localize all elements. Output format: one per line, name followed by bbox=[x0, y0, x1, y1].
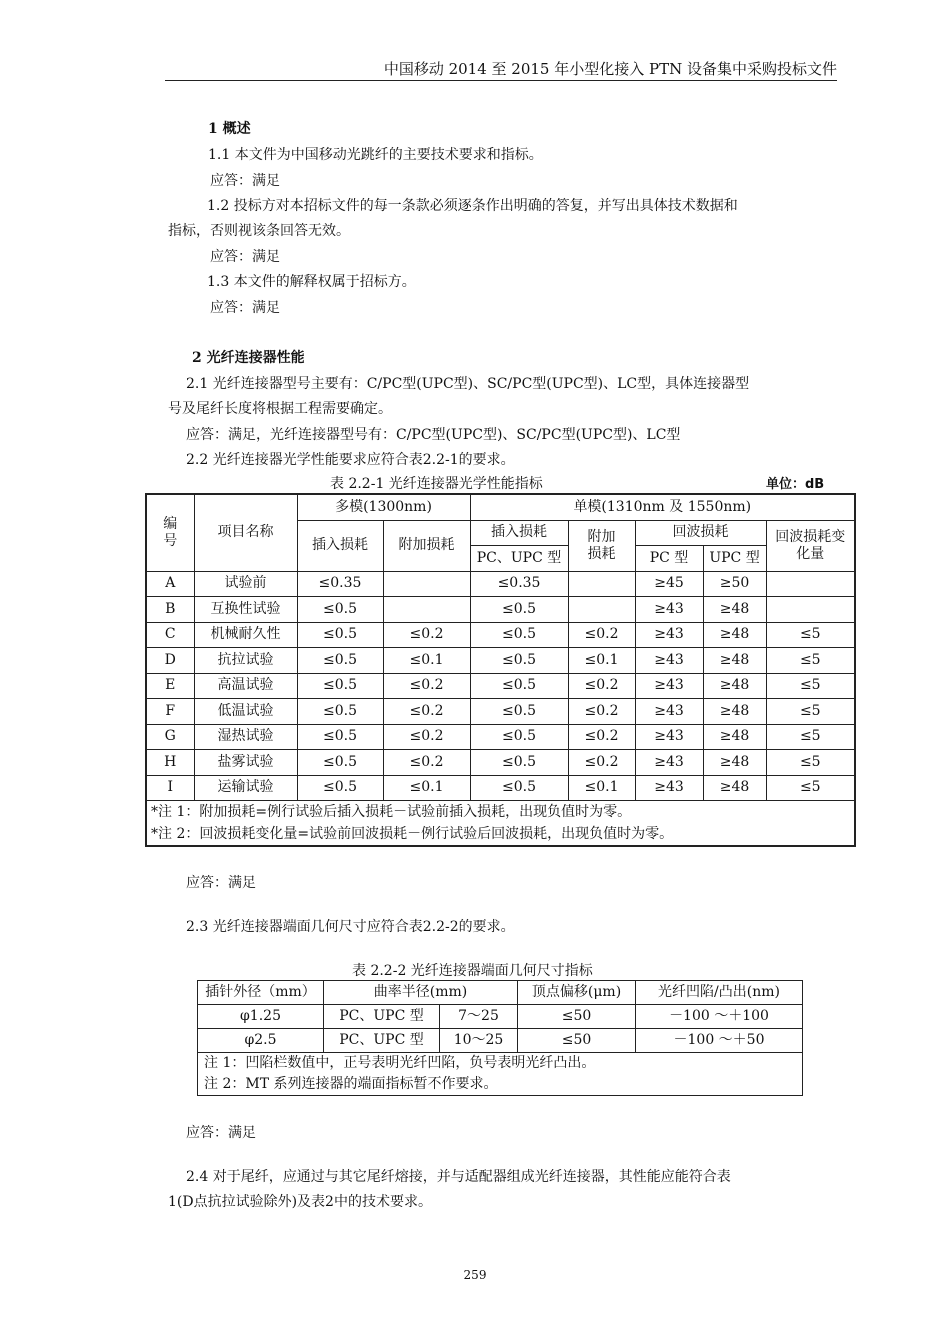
cell: ≥48 bbox=[703, 750, 766, 776]
cell: ≤0.5 bbox=[470, 699, 568, 725]
header-return-loss: 回波损耗 bbox=[635, 520, 766, 546]
paragraph-2-1-line2: 号及尾纤长度将根据工程需要确定。 bbox=[168, 401, 392, 417]
cell: ≥48 bbox=[703, 699, 766, 725]
cell: ≥48 bbox=[703, 673, 766, 699]
cell: ≤0.5 bbox=[297, 775, 383, 801]
cell: ≤0.2 bbox=[383, 699, 470, 725]
answer-2-3: 应答：满足 bbox=[186, 1125, 256, 1141]
geometry-table bbox=[197, 980, 803, 1096]
cell: ≤5 bbox=[766, 750, 855, 776]
cell: C bbox=[146, 622, 194, 648]
paragraph-1-2-line1: 1.2 投标方对本招标文件的每一条款必须逐条作出明确的答复，并写出具体技术数据和 bbox=[207, 198, 738, 214]
header-singlemode: 单模(1310nm 及 1550nm) bbox=[470, 494, 855, 520]
header-additional-loss-sm: 附加损耗 bbox=[568, 520, 635, 571]
cell: I bbox=[146, 775, 194, 801]
cell: ≤5 bbox=[766, 724, 855, 750]
cell bbox=[766, 597, 855, 623]
cell: 抗拉试验 bbox=[194, 648, 297, 674]
header-return-loss-change: 回波损耗变化量 bbox=[766, 520, 855, 571]
cell bbox=[383, 571, 470, 597]
cell: 高温试验 bbox=[194, 673, 297, 699]
header-item-name: 项目名称 bbox=[194, 494, 297, 571]
cell: ≤0.2 bbox=[383, 750, 470, 776]
cell: ≥48 bbox=[703, 724, 766, 750]
table-row bbox=[146, 750, 855, 776]
header-number: 编号 bbox=[146, 494, 194, 571]
answer-2-1: 应答：满足，光纤连接器型号有：C/PC型(UPC型)、SC/PC型(UPC型)、LC型 bbox=[186, 427, 681, 443]
cell: ≤0.5 bbox=[297, 648, 383, 674]
table2-caption: 表 2.2-2 光纤连接器端面几何尺寸指标 bbox=[352, 963, 593, 979]
header-apex-offset: 顶点偏移(μm) bbox=[518, 981, 636, 1005]
cell: －100 ～＋100 bbox=[636, 1005, 803, 1029]
table-row bbox=[146, 597, 855, 623]
cell: 低温试验 bbox=[194, 699, 297, 725]
cell: ≤0.2 bbox=[568, 699, 635, 725]
cell: ≤5 bbox=[766, 699, 855, 725]
answer-1-2: 应答：满足 bbox=[210, 249, 280, 265]
cell: PC、UPC 型 bbox=[324, 1029, 440, 1053]
cell: ≤0.2 bbox=[383, 673, 470, 699]
cell: 10～25 bbox=[440, 1029, 518, 1053]
header-pc-type: PC 型 bbox=[635, 546, 703, 572]
table-row bbox=[198, 1005, 803, 1029]
cell: 机械耐久性 bbox=[194, 622, 297, 648]
cell: 湿热试验 bbox=[194, 724, 297, 750]
cell: ≥48 bbox=[703, 648, 766, 674]
optical-performance-table bbox=[145, 493, 856, 847]
answer-1-3: 应答：满足 bbox=[210, 300, 280, 316]
answer-2-2: 应答：满足 bbox=[186, 875, 256, 891]
cell: ≥43 bbox=[635, 775, 703, 801]
cell: ≤0.5 bbox=[297, 699, 383, 725]
header-curvature-radius: 曲率半径(mm) bbox=[324, 981, 518, 1005]
cell: ≤0.1 bbox=[568, 648, 635, 674]
paragraph-2-1-line1: 2.1 光纤连接器型号主要有：C/PC型(UPC型)、SC/PC型(UPC型)、LC型，具体连接器型 bbox=[186, 376, 750, 392]
cell: ≤0.5 bbox=[297, 673, 383, 699]
cell: φ2.5 bbox=[198, 1029, 324, 1053]
paragraph-1-3: 1.3 本文件的解释权属于招标方。 bbox=[207, 274, 416, 290]
table1-note-2: *注 2：回波损耗变化量=试验前回波损耗－例行试验后回波损耗，出现负值时为零。 bbox=[146, 823, 855, 846]
cell: 互换性试验 bbox=[194, 597, 297, 623]
cell: 运输试验 bbox=[194, 775, 297, 801]
cell: 7～25 bbox=[440, 1005, 518, 1029]
cell: ≤0.2 bbox=[568, 673, 635, 699]
cell: ≥43 bbox=[635, 622, 703, 648]
table-row bbox=[146, 673, 855, 699]
header-ferrule-diameter: 插针外径（mm） bbox=[198, 981, 324, 1005]
header-pc-upc-type: PC、UPC 型 bbox=[470, 546, 568, 572]
cell: ≤5 bbox=[766, 673, 855, 699]
cell: ≤0.2 bbox=[568, 750, 635, 776]
cell: ≥50 bbox=[703, 571, 766, 597]
cell: ≤0.5 bbox=[297, 597, 383, 623]
table-row bbox=[146, 724, 855, 750]
cell: ≤5 bbox=[766, 622, 855, 648]
cell: ≤0.5 bbox=[297, 750, 383, 776]
cell: A bbox=[146, 571, 194, 597]
cell bbox=[766, 571, 855, 597]
cell: ≥43 bbox=[635, 597, 703, 623]
cell bbox=[568, 571, 635, 597]
cell: －100 ～＋50 bbox=[636, 1029, 803, 1053]
cell: ≤0.5 bbox=[470, 673, 568, 699]
cell: ≤5 bbox=[766, 775, 855, 801]
paragraph-2-2: 2.2 光纤连接器光学性能要求应符合表2.2-1的要求。 bbox=[186, 452, 515, 468]
cell bbox=[383, 597, 470, 623]
cell: ≤5 bbox=[766, 648, 855, 674]
header-multimode: 多模(1300nm) bbox=[297, 494, 470, 520]
cell: ≤0.35 bbox=[470, 571, 568, 597]
cell: ≤0.5 bbox=[297, 724, 383, 750]
paragraph-2-4-line1: 2.4 对于尾纤，应通过与其它尾纤熔接，并与适配器组成光纤连接器，其性能应能符合表 bbox=[186, 1169, 731, 1185]
header-fiber-height: 光纤凹陷/凸出(nm) bbox=[636, 981, 803, 1005]
cell: D bbox=[146, 648, 194, 674]
cell: ≤0.2 bbox=[383, 724, 470, 750]
cell: G bbox=[146, 724, 194, 750]
cell: F bbox=[146, 699, 194, 725]
table1-unit: 单位：dB bbox=[766, 477, 825, 492]
header-insertion-loss-mm: 插入损耗 bbox=[297, 520, 383, 571]
cell: B bbox=[146, 597, 194, 623]
cell: ≤0.5 bbox=[470, 724, 568, 750]
table-row bbox=[146, 571, 855, 597]
cell: ≤0.5 bbox=[470, 775, 568, 801]
section-1-heading: 1 概述 bbox=[208, 121, 251, 137]
cell: 试验前 bbox=[194, 571, 297, 597]
cell: ≥43 bbox=[635, 724, 703, 750]
cell: ≤0.5 bbox=[470, 597, 568, 623]
cell: ≥43 bbox=[635, 750, 703, 776]
header-additional-loss-mm: 附加损耗 bbox=[383, 520, 470, 571]
cell: ≤50 bbox=[518, 1005, 636, 1029]
section-2-heading: 2 光纤连接器性能 bbox=[192, 350, 305, 366]
paragraph-2-3: 2.3 光纤连接器端面几何尺寸应符合表2.2-2的要求。 bbox=[186, 919, 515, 935]
cell: ≤0.35 bbox=[297, 571, 383, 597]
header-insertion-loss-sm: 插入损耗 bbox=[470, 520, 568, 546]
cell: ≥48 bbox=[703, 597, 766, 623]
cell: ≤0.1 bbox=[383, 648, 470, 674]
cell: PC、UPC 型 bbox=[324, 1005, 440, 1029]
cell: ≤0.2 bbox=[383, 622, 470, 648]
cell: ≤0.5 bbox=[470, 750, 568, 776]
header-rule bbox=[165, 80, 837, 81]
cell: E bbox=[146, 673, 194, 699]
cell: H bbox=[146, 750, 194, 776]
cell: ≥43 bbox=[635, 648, 703, 674]
cell: ≥48 bbox=[703, 622, 766, 648]
cell: φ1.25 bbox=[198, 1005, 324, 1029]
cell: ≤50 bbox=[518, 1029, 636, 1053]
cell: ≤0.2 bbox=[568, 724, 635, 750]
table2-note-1: 注 1：凹陷栏数值中，正号表明光纤凹陷，负号表明光纤凸出。 bbox=[198, 1053, 803, 1075]
cell: ≤0.1 bbox=[568, 775, 635, 801]
page-number: 259 bbox=[463, 1268, 487, 1282]
answer-1-1: 应答：满足 bbox=[210, 173, 280, 189]
cell: ≤0.5 bbox=[470, 648, 568, 674]
cell: ≤0.5 bbox=[470, 622, 568, 648]
cell: ≥43 bbox=[635, 699, 703, 725]
header-upc-type: UPC 型 bbox=[703, 546, 766, 572]
table-row bbox=[146, 775, 855, 801]
paragraph-2-4-line2: 1(D点抗拉试验除外)及表2中的技术要求。 bbox=[168, 1194, 432, 1210]
table-row bbox=[146, 622, 855, 648]
cell: ≥45 bbox=[635, 571, 703, 597]
cell: ≤0.5 bbox=[297, 622, 383, 648]
cell: ≤0.1 bbox=[383, 775, 470, 801]
cell: ≥48 bbox=[703, 775, 766, 801]
cell bbox=[568, 597, 635, 623]
table1-note-1: *注 1：附加损耗=例行试验后插入损耗－试验前插入损耗，出现负值时为零。 bbox=[146, 801, 855, 824]
table-row bbox=[146, 648, 855, 674]
table1-caption: 表 2.2-1 光纤连接器光学性能指标 bbox=[330, 476, 543, 492]
table-row bbox=[198, 1029, 803, 1053]
cell: ≥43 bbox=[635, 673, 703, 699]
cell: ≤0.2 bbox=[568, 622, 635, 648]
page-header: 中国移动 2014 至 2015 年小型化接入 PTN 设备集中采购投标文件 bbox=[383, 60, 837, 78]
cell: 盐雾试验 bbox=[194, 750, 297, 776]
table-row bbox=[146, 699, 855, 725]
paragraph-1-1: 1.1 本文件为中国移动光跳纤的主要技术要求和指标。 bbox=[208, 147, 543, 163]
paragraph-1-2-line2: 指标，否则视该条回答无效。 bbox=[168, 223, 350, 239]
table2-note-2: 注 2：MT 系列连接器的端面指标暂不作要求。 bbox=[198, 1074, 803, 1096]
